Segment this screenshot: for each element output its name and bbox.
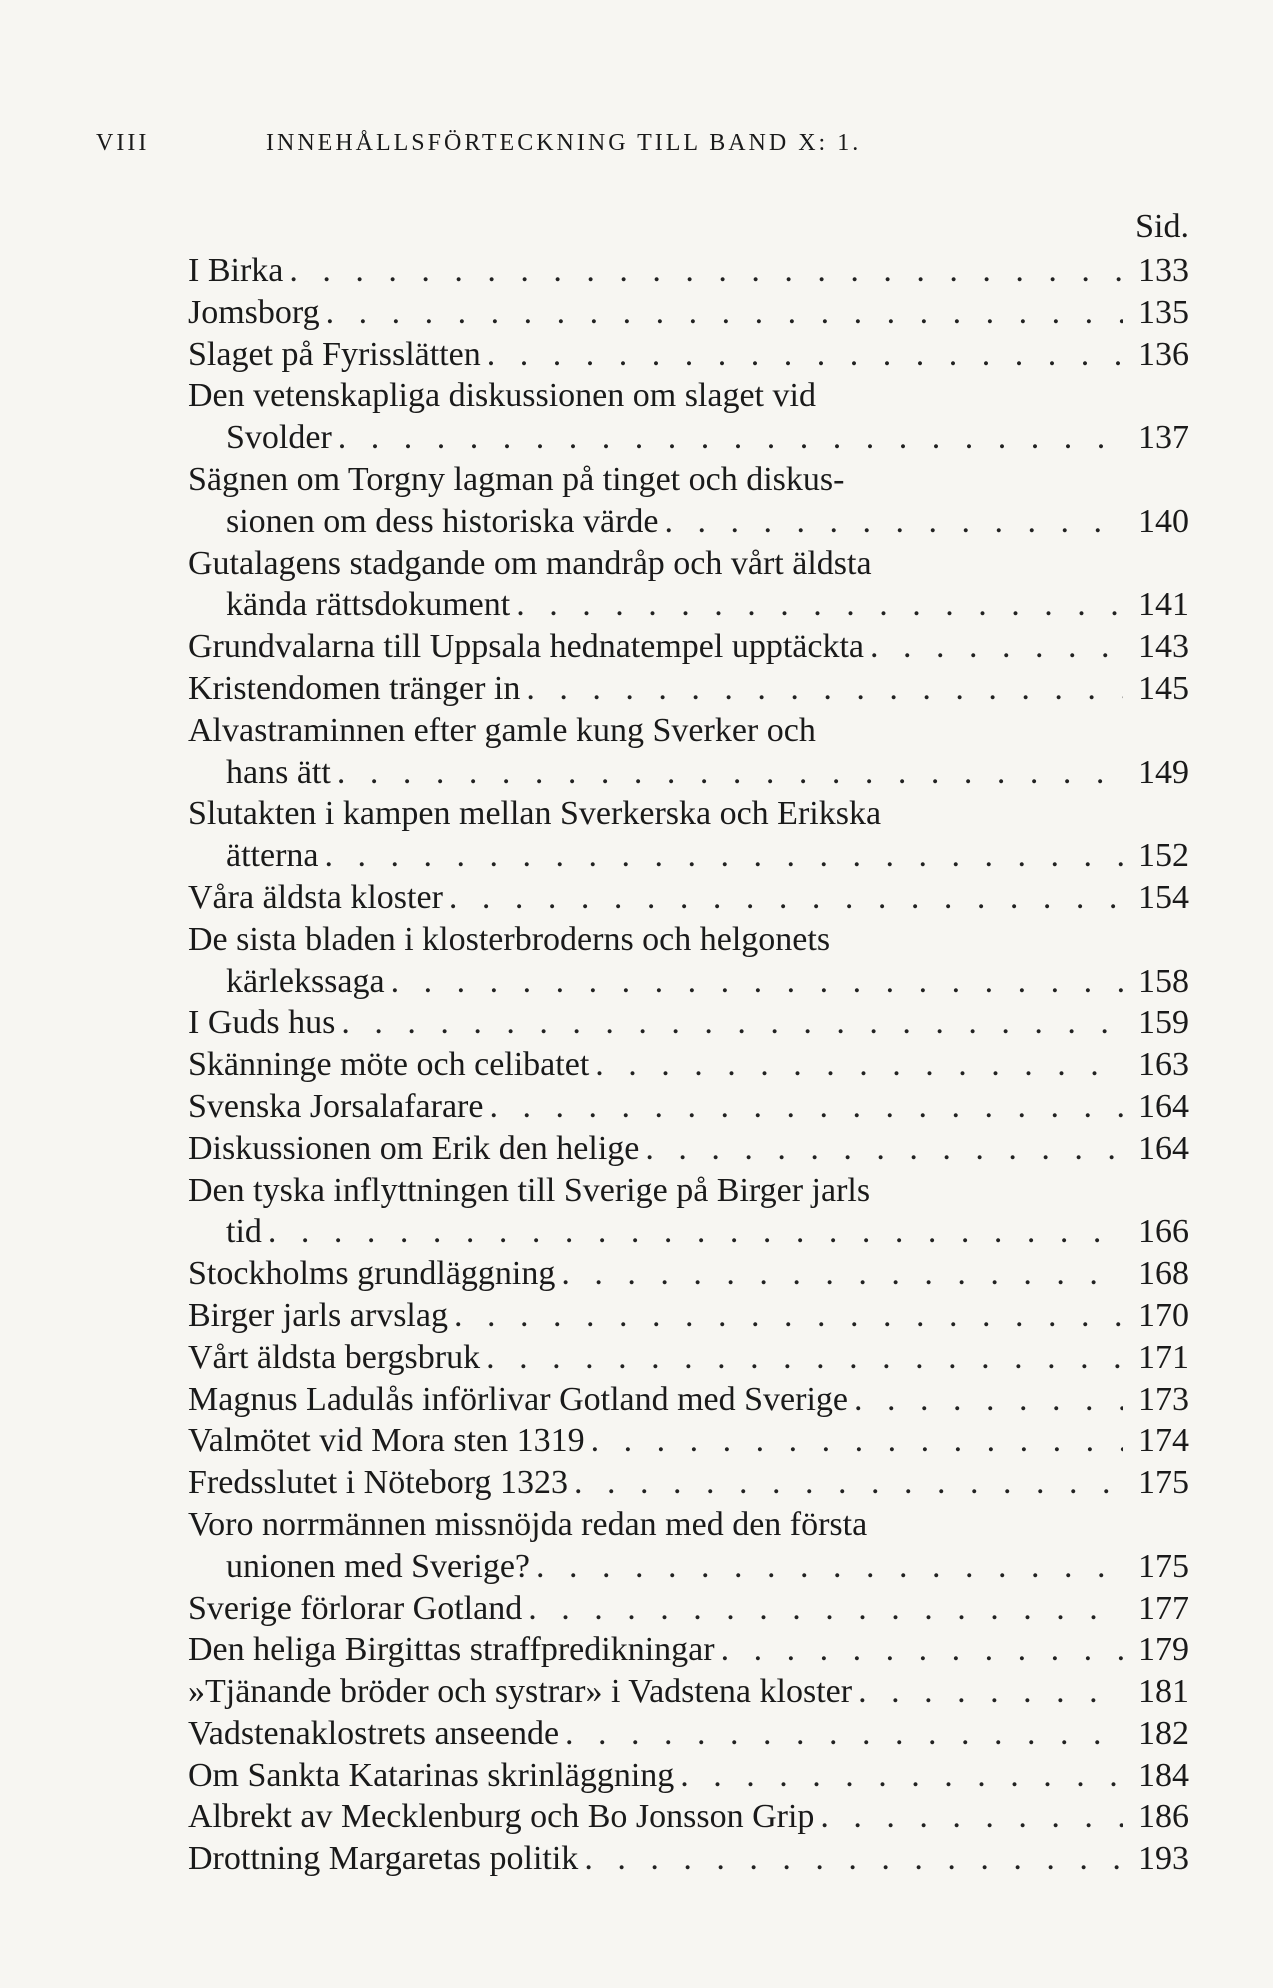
toc-entry <box>188 1253 1189 1295</box>
dot-leader <box>589 1044 1123 1086</box>
toc-entry-title: Svolder <box>226 419 332 457</box>
toc-entry <box>188 1086 1189 1128</box>
toc-page-number: 143 <box>1138 628 1189 666</box>
toc-entry <box>188 292 1189 334</box>
toc-entry-title: kärlekssaga <box>226 962 385 1000</box>
dot-leader <box>530 1546 1123 1588</box>
toc-entry-line <box>188 584 1189 626</box>
toc-entry-line <box>188 1671 1189 1713</box>
dot-leader <box>320 292 1123 334</box>
toc-entry <box>188 919 1189 1003</box>
toc-entry <box>188 1170 1189 1254</box>
dot-leader <box>510 584 1123 626</box>
toc-entry-line <box>188 710 1189 752</box>
toc-page-number: 166 <box>1138 1213 1189 1251</box>
toc-page-number: 140 <box>1138 502 1189 540</box>
toc-entry-line <box>188 1086 1189 1128</box>
dot-leader <box>578 1838 1123 1880</box>
toc-entry <box>188 1379 1189 1421</box>
toc-page-number: 141 <box>1138 586 1189 624</box>
toc-entry-line <box>188 375 1189 417</box>
toc-entry-title: Grundvalarna till Uppsala hednatempel upptäckta <box>188 628 864 666</box>
toc-entry-line <box>188 793 1189 835</box>
toc-entry <box>188 250 1189 292</box>
toc-entry-title: Om Sankta Katarinas skrinläggning <box>188 1756 675 1794</box>
toc-entry-title: Voro norrmännen missnöjda redan med den första <box>188 1505 868 1543</box>
toc-entry-title: Drottning Margaretas politik <box>188 1840 579 1878</box>
toc-entry-title: Våra äldsta kloster <box>188 878 443 916</box>
toc-entry <box>188 1420 1189 1462</box>
toc-page-number: 174 <box>1138 1422 1189 1460</box>
toc-page-number: 181 <box>1138 1673 1189 1711</box>
dot-leader <box>814 1796 1123 1838</box>
toc-entry-title: Kristendomen tränger in <box>188 669 521 707</box>
toc-entry-line <box>188 1002 1189 1044</box>
toc-entry-title: Fredsslutet i Nöteborg 1323 <box>188 1464 568 1502</box>
toc-page-number: 164 <box>1138 1087 1189 1125</box>
toc-entry-line <box>188 1713 1189 1755</box>
dot-leader <box>335 1002 1123 1044</box>
toc-entry-line <box>188 1295 1189 1337</box>
toc-entry-title: tid <box>226 1213 262 1251</box>
toc-entry <box>188 1504 1189 1588</box>
dot-leader <box>585 1420 1123 1462</box>
toc-entry-line <box>188 877 1189 919</box>
toc-entry <box>188 1671 1189 1713</box>
toc-page-number: 186 <box>1138 1798 1189 1836</box>
dot-leader <box>319 835 1124 877</box>
toc-entry-title: Slaget på Fyrisslätten <box>188 335 481 373</box>
dot-leader <box>555 1253 1123 1295</box>
toc-entry <box>188 375 1189 459</box>
toc-entry-line <box>188 459 1189 501</box>
toc-entry-line <box>188 1546 1189 1588</box>
page-number: VIII <box>96 130 150 156</box>
dot-leader <box>385 961 1123 1003</box>
toc-entry-line <box>188 835 1189 877</box>
toc-entry-title: I Guds hus <box>188 1004 336 1042</box>
toc-entry-title: De sista bladen i klosterbroderns och helgonets <box>188 920 831 958</box>
dot-leader <box>522 1588 1123 1630</box>
toc-page-number: 175 <box>1138 1464 1189 1502</box>
dot-leader <box>262 1211 1123 1253</box>
toc-page-number: 149 <box>1138 753 1189 791</box>
toc-entry <box>188 1588 1189 1630</box>
page-column-label: Sid. <box>1135 208 1189 245</box>
toc-page-number: 168 <box>1138 1255 1189 1293</box>
toc-page-number: 184 <box>1138 1756 1189 1794</box>
toc-entry-title: Den heliga Birgittas straffpredikningar <box>188 1631 715 1669</box>
toc-page-number: 152 <box>1138 837 1189 875</box>
toc-entry <box>188 1796 1189 1838</box>
toc-entry-line <box>188 501 1189 543</box>
toc-entry <box>188 1755 1189 1797</box>
dot-leader <box>864 626 1123 668</box>
toc-entry-line <box>188 1420 1189 1462</box>
toc-entry-title: Svenska Jorsalafarare <box>188 1087 484 1125</box>
dot-leader <box>674 1755 1123 1797</box>
toc-entry <box>188 543 1189 627</box>
toc-page-number: 135 <box>1138 293 1189 331</box>
toc-page-number: 158 <box>1138 962 1189 1000</box>
toc-entry-title: Jomsborg <box>188 293 320 331</box>
toc-entry <box>188 1337 1189 1379</box>
toc-page-number: 177 <box>1138 1589 1189 1627</box>
toc-page-number: 193 <box>1138 1840 1189 1878</box>
toc-entry-title: Slutakten i kampen mellan Sverkerska och Erikska <box>188 795 882 833</box>
toc-entry-title: Sverige förlorar Gotland <box>188 1589 523 1627</box>
toc-entry-line <box>188 1629 1189 1671</box>
toc-entry <box>188 1713 1189 1755</box>
toc-entry-title: Birger jarls arvslag <box>188 1296 448 1334</box>
running-title: INNEHÅLLSFÖRTECKNING TILL BAND X: 1. <box>266 130 862 156</box>
toc-page-number: 159 <box>1138 1004 1189 1042</box>
toc-page-number: 170 <box>1138 1296 1189 1334</box>
toc-entry-title: Stockholms grundläggning <box>188 1255 556 1293</box>
toc-entry-line <box>188 1211 1189 1253</box>
toc-entry <box>188 1629 1189 1671</box>
dot-leader <box>481 334 1123 376</box>
toc-entry-line <box>188 961 1189 1003</box>
dot-leader <box>283 250 1123 292</box>
toc-entry-line <box>188 1796 1189 1838</box>
toc-entry-line <box>188 1504 1189 1546</box>
toc-entry-title: Magnus Ladulås införlivar Gotland med Sverige <box>188 1380 849 1418</box>
toc-page-number: 182 <box>1138 1714 1189 1752</box>
toc-entry <box>188 1838 1189 1880</box>
dot-leader <box>559 1713 1123 1755</box>
toc-entry <box>188 1002 1189 1044</box>
toc-page-number: 179 <box>1138 1631 1189 1669</box>
toc-entry-line <box>188 1588 1189 1630</box>
toc-entry <box>188 334 1189 376</box>
toc-entry-title: hans ätt <box>226 753 331 791</box>
toc-entry-line <box>188 292 1189 334</box>
toc-entry-line <box>188 919 1189 961</box>
dot-leader <box>852 1671 1123 1713</box>
toc-page-number: 173 <box>1138 1380 1189 1418</box>
toc-entry-title: Skänninge möte och celibatet <box>188 1046 590 1084</box>
toc-entry-title: Albrekt av Mecklenburg och Bo Jonsson Grip <box>188 1798 815 1836</box>
toc-entry <box>188 1044 1189 1086</box>
dot-leader <box>332 417 1123 459</box>
toc-entry-line <box>188 1253 1189 1295</box>
toc-entry-line <box>188 1128 1189 1170</box>
toc-page-number: 133 <box>1138 252 1189 289</box>
toc-entry-title: unionen med Sverige? <box>226 1547 531 1585</box>
toc-entry-title: Alvastraminnen efter gamle kung Sverker och <box>188 711 816 749</box>
toc-entry <box>188 626 1189 668</box>
dot-leader <box>448 1295 1123 1337</box>
toc-entry <box>188 793 1189 877</box>
dot-leader <box>715 1629 1123 1671</box>
running-header <box>96 130 1177 170</box>
table-of-contents <box>188 250 1189 1880</box>
toc-entry-line <box>188 1337 1189 1379</box>
toc-entry <box>188 1462 1189 1504</box>
dot-leader <box>480 1337 1123 1379</box>
toc-page-number: 163 <box>1138 1046 1189 1084</box>
toc-entry-line <box>188 543 1189 585</box>
toc-entry <box>188 710 1189 794</box>
toc-entry-line <box>188 1044 1189 1086</box>
toc-entry-title: Sägnen om Torgny lagman på tinget och diskus- <box>188 460 845 498</box>
dot-leader <box>520 668 1123 710</box>
dot-leader <box>331 752 1123 794</box>
toc-entry-title: sionen om dess historiska värde <box>226 502 659 540</box>
dot-leader <box>639 1128 1123 1170</box>
dot-leader <box>659 501 1124 543</box>
toc-entry-line <box>188 752 1189 794</box>
toc-page-number: 154 <box>1138 878 1189 916</box>
toc-page-number: 164 <box>1138 1129 1189 1167</box>
toc-entry-title: Vårt äldsta bergsbruk <box>188 1338 481 1376</box>
toc-page-number: 136 <box>1138 335 1189 373</box>
toc-entry-line <box>188 250 1189 292</box>
toc-entry <box>188 877 1189 919</box>
toc-entry-title: I Birka <box>188 252 284 289</box>
dot-leader <box>848 1379 1123 1421</box>
toc-entry-line <box>188 1838 1189 1880</box>
toc-entry-line <box>188 334 1189 376</box>
toc-entry-title: ätterna <box>226 837 319 875</box>
toc-entry <box>188 1295 1189 1337</box>
dot-leader <box>568 1462 1123 1504</box>
toc-entry-line <box>188 626 1189 668</box>
toc-entry-title: »Tjänande bröder och systrar» i Vadstena kloster <box>188 1673 853 1711</box>
toc-entry-line <box>188 417 1189 459</box>
toc-page-number: 175 <box>1138 1547 1189 1585</box>
toc-entry-title: Diskussionen om Erik den helige <box>188 1129 640 1167</box>
toc-entry-line <box>188 1755 1189 1797</box>
dot-leader <box>443 877 1123 919</box>
toc-entry <box>188 1128 1189 1170</box>
toc-entry-title: Den tyska inflyttningen till Sverige på Birger jarls <box>188 1171 871 1209</box>
toc-entry-line <box>188 1462 1189 1504</box>
toc-entry-line <box>188 1379 1189 1421</box>
toc-entry-title: Valmötet vid Mora sten 1319 <box>188 1422 585 1460</box>
toc-entry-line <box>188 1170 1189 1212</box>
toc-entry <box>188 668 1189 710</box>
dot-leader <box>483 1086 1123 1128</box>
toc-entry-title: kända rättsdokument <box>226 586 511 624</box>
toc-entry-title: Vadstenaklostrets anseende <box>188 1714 560 1752</box>
toc-entry-title: Den vetenskapliga diskussionen om slaget vid <box>188 377 816 415</box>
toc-entry-line <box>188 668 1189 710</box>
toc-page-number: 137 <box>1138 419 1189 457</box>
toc-entry-title: Gutalagens stadgande om mandråp och vårt äldsta <box>188 544 872 582</box>
toc-page-number: 171 <box>1138 1338 1189 1376</box>
toc-entry <box>188 459 1189 543</box>
toc-page-number: 145 <box>1138 669 1189 707</box>
